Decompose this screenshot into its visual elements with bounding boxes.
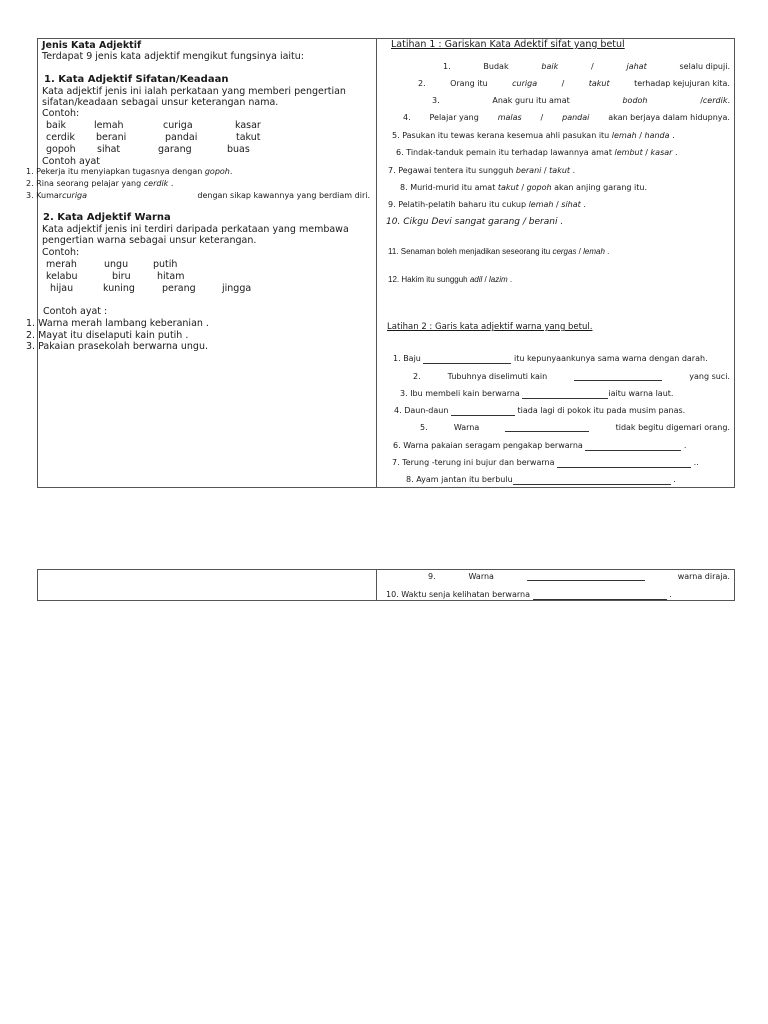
l1-item-8: 8. Murid-murid itu amat takut / gopoh akan anjing garang itu. xyxy=(400,183,647,192)
word-gopoh: gopoh xyxy=(46,144,76,155)
word-kasar: kasar xyxy=(235,120,261,131)
l1-item-12: 12. Hakim itu sungguh adil / lazim . xyxy=(388,275,513,284)
l1-item-6: 6. Tindak-tanduk pemain itu terhadap lawannya amat lembut / kasar . xyxy=(396,148,678,157)
l2-item-9: 9. Warna warna diraja. xyxy=(428,572,730,581)
l1-item-9: 9. Pelatih-pelatih baharu itu cukup lemah / sihat . xyxy=(388,200,586,209)
l1-item-7: 7. Pegawai tentera itu sungguh berani / takut . xyxy=(388,166,576,175)
word-cerdik: cerdik xyxy=(46,132,75,143)
l1-item-5: 5. Pasukan itu tewas kerana kesemua ahli pasukan itu lemah / handa . xyxy=(392,131,675,140)
word-kelabu: kelabu xyxy=(46,271,78,282)
s2-sentence-1: 1. Warna merah lambang keberanian . xyxy=(26,318,209,329)
l1-item-10: 10. Cikgu Devi sangat garang / berani . xyxy=(386,217,564,227)
word-baik: baik xyxy=(46,120,66,131)
section1-desc-line1: Kata adjektif jenis ini ialah perkataan yang memberi pengertian xyxy=(42,86,346,97)
l2-item-10: 10. Waktu senja kelihatan berwarna . xyxy=(386,590,672,599)
section2-contoh-ayat: Contoh ayat : xyxy=(43,306,108,317)
word-lemah: lemah xyxy=(94,120,124,131)
s1-sentence-3: 3. Kumar curiga dengan sikap kawannya yang berdiam diri. xyxy=(26,191,370,200)
section1-contoh-ayat: Contoh ayat xyxy=(42,156,101,167)
section2-heading: 2. Kata Adjektif Warna xyxy=(43,212,171,223)
l2-item-1: 1. Baju itu kepunyaankunya sama warna dengan darah. xyxy=(393,354,708,363)
section1-desc-line2: sifatan/keadaan sebagai unsur keterangan nama. xyxy=(42,97,279,108)
word-garang: garang xyxy=(158,144,192,155)
word-hijau: hijau xyxy=(50,283,74,294)
word-sihat: sihat xyxy=(97,144,121,155)
word-takut: takut xyxy=(236,132,261,143)
s1-sentence-1: 1. Pekerja itu menyiapkan tugasnya dengan gopoh. xyxy=(26,167,233,176)
section2-contoh: Contoh: xyxy=(42,247,80,258)
column-divider-continued xyxy=(376,570,377,600)
s1-sentence-2: 2. Rina seorang pelajar yang cerdik . xyxy=(26,179,174,188)
s2-sentence-2: 2. Mayat itu diselaputi kain putih . xyxy=(26,330,189,341)
l1-item-11: 11. Senaman boleh menjadikan seseorang itu cergas / lemah . xyxy=(388,247,610,256)
word-kuning: kuning xyxy=(103,283,135,294)
latihan2-title: Latihan 2 : Garis kata adjektif warna yang betul. xyxy=(387,322,593,332)
l2-item-5: 5. Warna tidak begitu digemari orang. xyxy=(420,423,730,432)
section2-desc-line2: pengertian warna sebagai unsur keterangan. xyxy=(42,235,257,246)
l1-item-2: 2. Orang itu curiga / takut terhadap kejujuran kita. xyxy=(418,79,730,88)
l1-item-3: 3. Anak guru itu amat bodoh /cerdik. xyxy=(432,96,730,105)
l2-item-6: 6. Warna pakaian seragam pengakap berwarna . xyxy=(393,441,687,450)
word-berani: berani xyxy=(96,132,127,143)
left-intro: Terdapat 9 jenis kata adjektif mengikut fungsinya iaitu: xyxy=(42,51,304,62)
word-biru: biru xyxy=(112,271,131,282)
l1-item-1: 1. Budak baik / jahat selalu dipuji. xyxy=(443,62,730,71)
l2-item-2: 2. Tubuhnya diselimuti kain yang suci. xyxy=(413,372,730,381)
section1-heading: 1. Kata Adjektif Sifatan/Keadaan xyxy=(44,74,229,85)
l2-item-7: 7. Terung -terung ini bujur dan berwarna .. xyxy=(392,458,699,467)
word-perang: perang xyxy=(162,283,196,294)
s2-sentence-3: 3. Pakaian prasekolah berwarna ungu. xyxy=(26,341,208,352)
l1-item-4: 4. Pelajar yang malas / pandai akan berjaya dalam hidupnya. xyxy=(403,113,730,122)
l2-item-3: 3. Ibu membeli kain berwarna iaitu warna laut. xyxy=(400,389,674,398)
word-ungu: ungu xyxy=(104,259,129,270)
word-curiga: curiga xyxy=(163,120,193,131)
word-merah: merah xyxy=(46,259,77,270)
section2-desc-line1: Kata adjektif jenis ini terdiri daripada perkataan yang membawa xyxy=(42,224,349,235)
column-divider xyxy=(376,39,377,487)
word-pandai: pandai xyxy=(165,132,198,143)
l2-item-8: 8. Ayam jantan itu berbulu . xyxy=(406,475,676,484)
word-hitam: hitam xyxy=(157,271,185,282)
l2-item-4: 4. Daun-daun tiada lagi di pokok itu pada musim panas. xyxy=(394,406,686,415)
left-title: Jenis Kata Adjektif xyxy=(42,40,142,51)
section1-contoh: Contoh: xyxy=(42,108,80,119)
word-putih: putih xyxy=(153,259,178,270)
word-jingga: jingga xyxy=(222,283,252,294)
word-buas: buas xyxy=(227,144,250,155)
latihan1-title: Latihan 1 : Gariskan Kata Adektif sifat yang betul xyxy=(391,39,625,50)
